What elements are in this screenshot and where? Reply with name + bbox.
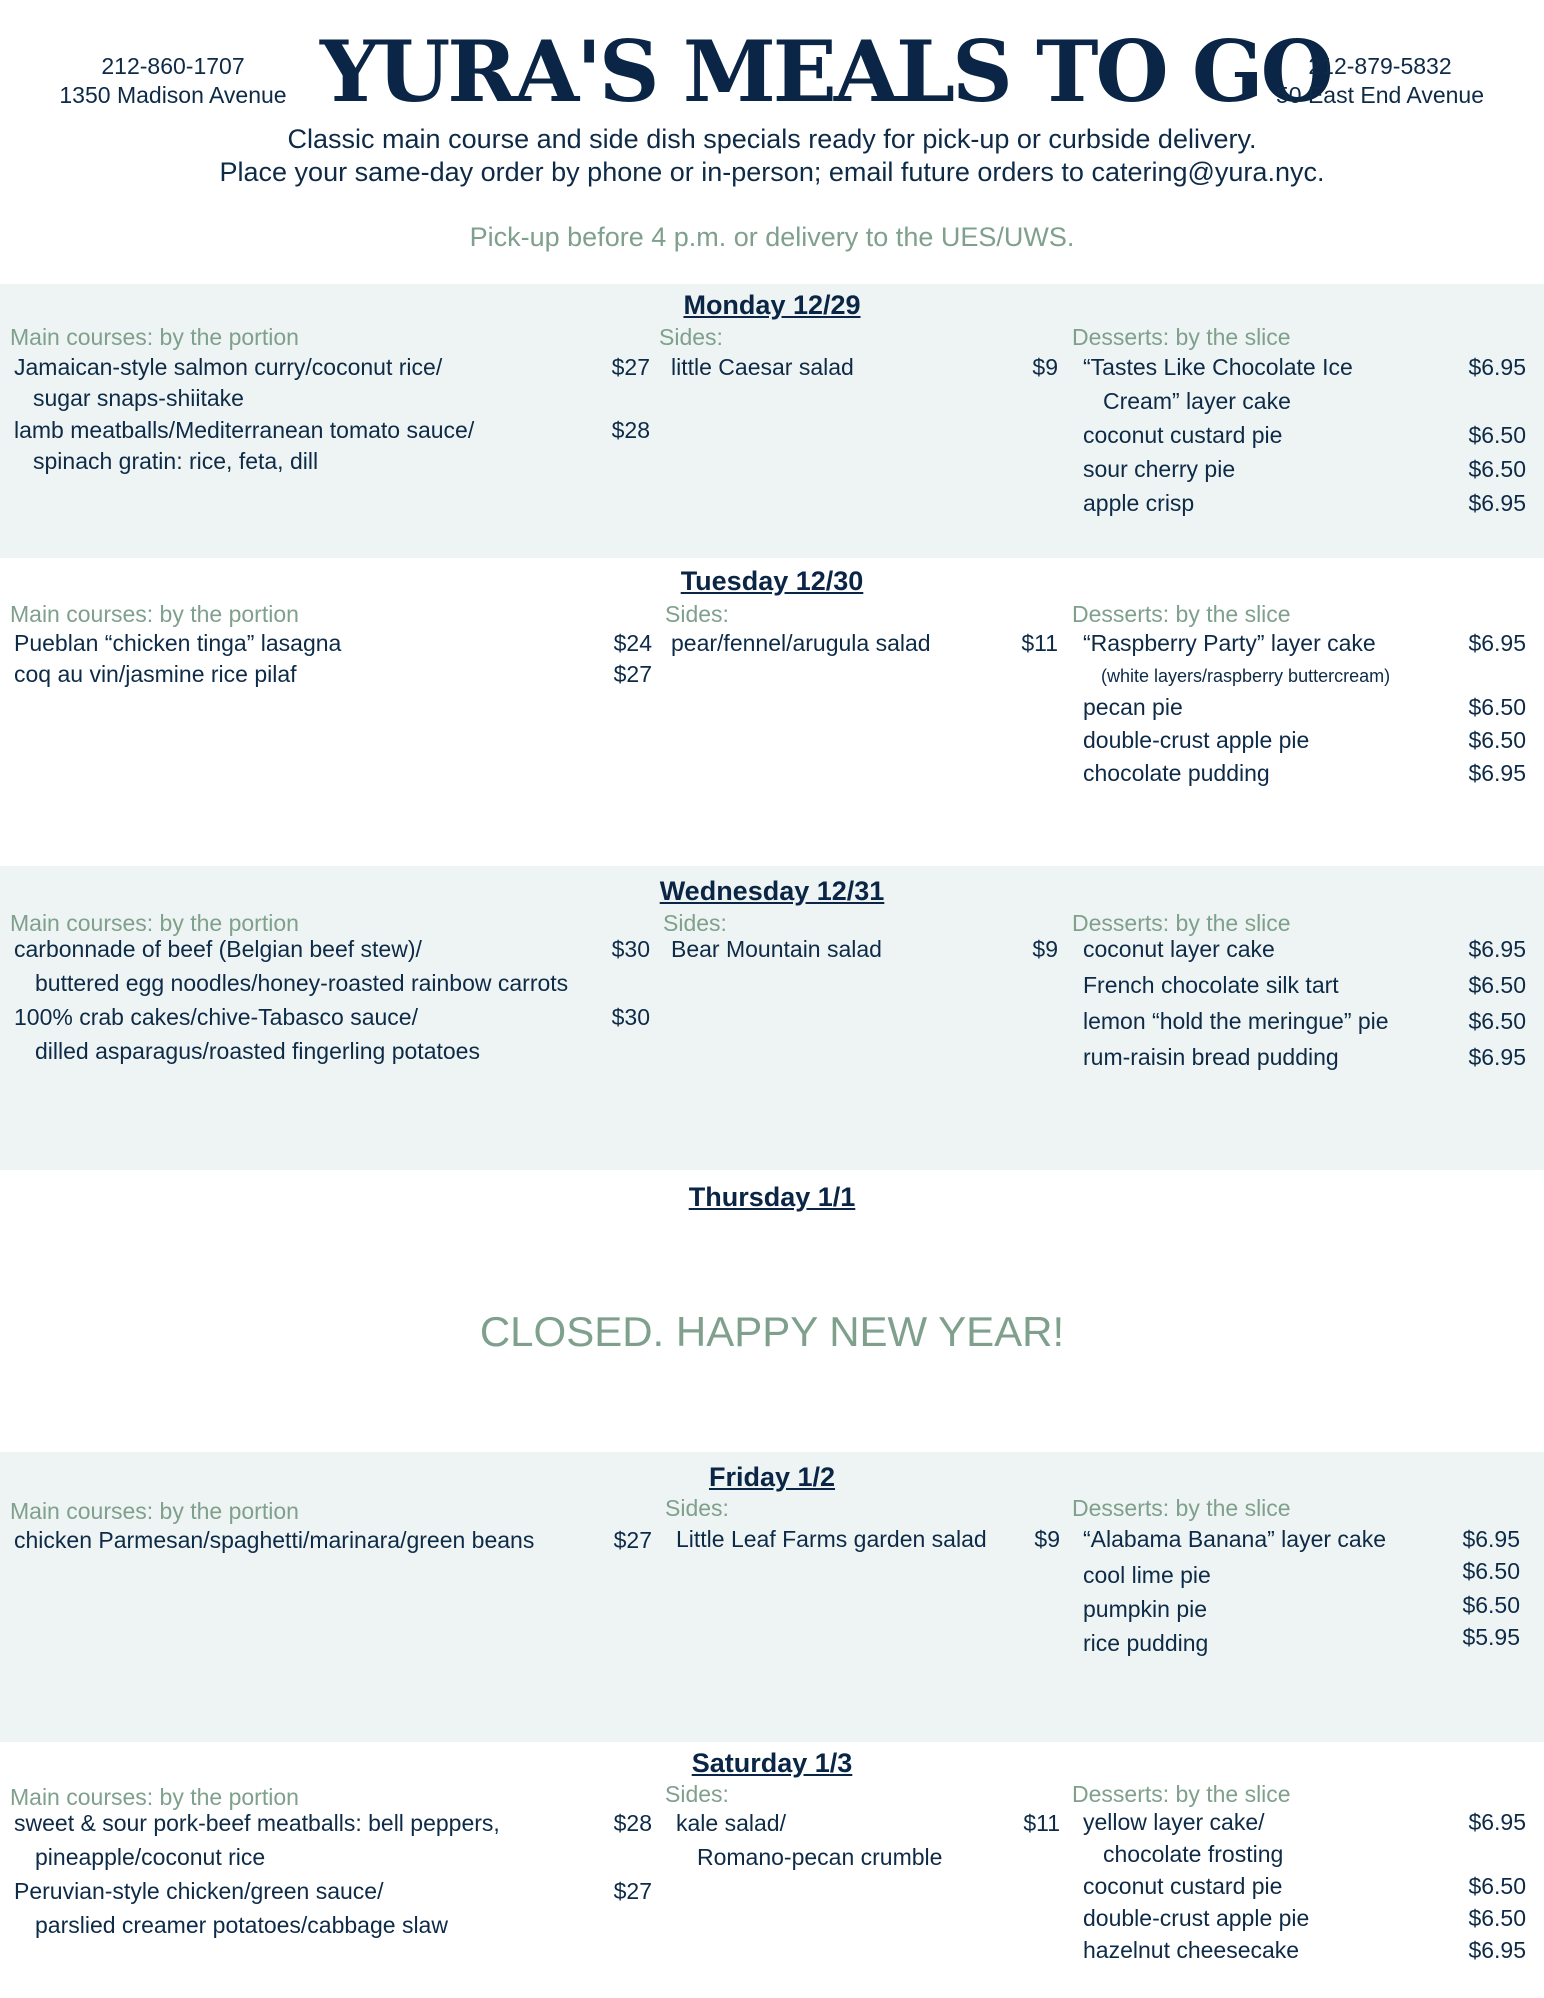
dessert-item-name: “Tastes Like Chocolate Ice [1083,354,1353,380]
main-item-name: chicken Parmesan/spaghetti/marinara/green beans [14,1527,535,1553]
intro-line-1: Classic main course and side dish specials ready for pick-up or curbside delivery. [287,124,1257,154]
dessert-item-name: cool lime pie [1083,1562,1211,1588]
main-item-detail: pineapple/coconut rice [35,1844,266,1870]
desserts-label: Desserts: by the slice [1072,910,1291,936]
desserts-label: Desserts: by the slice [1072,324,1291,350]
main-item-price: $30 [611,936,650,962]
intro-line-2: Place your same-day order by phone or in-person; email future orders to catering@yura.nyc. [219,157,1325,187]
side-item-price: $9 [1032,936,1058,962]
main-item-name: 100% crab cakes/chive-Tabasco sauce/ [14,1004,418,1030]
desserts-label: Desserts: by the slice [1072,1495,1291,1521]
dessert-item-price: $6.95 [1468,936,1526,962]
main-item-detail: parslied creamer potatoes/cabbage slaw [35,1912,448,1938]
restaurant-title: YURA'S MEALS TO GO [320,22,1331,121]
day-heading: Tuesday 12/30 [680,566,864,596]
dessert-item-price: $6.50 [1468,456,1526,482]
left-address: 1350 Madison Avenue [59,82,287,108]
dessert-item-price: $6.95 [1468,1044,1526,1070]
dessert-item-price: $6.95 [1468,1809,1526,1835]
main-item-price: $27 [613,1527,652,1553]
dessert-item-name: double-crust apple pie [1083,727,1310,753]
dessert-item-price: $6.50 [1468,1873,1526,1899]
dessert-item-name: coconut custard pie [1083,1873,1283,1899]
dessert-item-price: $6.50 [1468,422,1526,448]
side-item-price: $9 [1034,1526,1060,1552]
main-item-price: $24 [613,630,652,656]
main-item-price: $30 [611,1004,650,1030]
dessert-item-price: $6.95 [1468,1937,1526,1963]
day-heading: Wednesday 12/31 [659,876,885,906]
day-heading: Friday 1/2 [708,1462,836,1492]
dessert-item-price: $6.50 [1468,694,1526,720]
side-item-price: $11 [1023,1810,1060,1836]
main-item-detail: spinach gratin: rice, feta, dill [33,448,319,474]
side-item-name: Bear Mountain salad [671,936,882,962]
dessert-item-price: $6.95 [1468,490,1526,516]
mains-label: Main courses: by the portion [10,324,299,350]
day-section-friday [0,1452,1544,1742]
dessert-item-price: $6.50 [1462,1558,1520,1584]
dessert-item-name: coconut layer cake [1083,936,1275,962]
dessert-item-name: hazelnut cheesecake [1083,1937,1300,1963]
side-item-name: pear/fennel/arugula salad [671,630,931,656]
mains-label: Main courses: by the portion [10,1784,299,1810]
right-phone: 212-879-5832 [1308,53,1452,79]
closed-notice: CLOSED. HAPPY NEW YEAR! [479,1308,1065,1355]
dessert-item-detail: chocolate frosting [1103,1841,1284,1867]
right-contact [1255,52,1505,110]
sides-label: Sides: [665,601,729,627]
dessert-item-name: rice pudding [1083,1630,1209,1656]
main-item-name: Peruvian-style chicken/green sauce/ [14,1878,384,1904]
day-section-wednesday [0,866,1544,1170]
side-item-name: Little Leaf Farms garden salad [676,1526,987,1552]
mains-label: Main courses: by the portion [10,1498,299,1524]
main-item-name: carbonnade of beef (Belgian beef stew)/ [14,936,422,962]
main-item-price: $27 [613,661,652,687]
dessert-item-price: $5.95 [1462,1624,1520,1650]
sides-label: Sides: [663,910,727,936]
dessert-item-name: French chocolate silk tart [1083,972,1339,998]
main-item-price: $27 [611,354,650,380]
day-heading: Saturday 1/3 [691,1748,853,1778]
side-item-price: $11 [1021,630,1058,656]
sides-label: Sides: [665,1781,729,1807]
dessert-item-name: apple crisp [1083,490,1195,516]
left-contact [48,52,298,110]
dessert-item-name: double-crust apple pie [1083,1905,1310,1931]
main-item-price: $28 [613,1810,652,1836]
day-section-tuesday [0,558,1544,866]
main-item-price: $28 [611,417,650,443]
day-section-thursday [0,1170,1544,1452]
dessert-item-name: chocolate pudding [1083,760,1270,786]
day-section-saturday [0,1742,1544,1998]
dessert-item-price: $6.50 [1468,972,1526,998]
dessert-item-price: $6.95 [1462,1526,1520,1552]
dessert-item-name: sour cherry pie [1083,456,1236,482]
dessert-item-name: lemon “hold the meringue” pie [1083,1008,1389,1034]
sides-label: Sides: [659,324,723,350]
main-item-name: sweet & sour pork-beef meatballs: bell peppers, [14,1810,500,1836]
main-item-name: Pueblan “chicken tinga” lasagna [14,630,342,656]
dessert-item-price: $6.50 [1468,727,1526,753]
main-item-name: lamb meatballs/Mediterranean tomato sauce/ [14,417,475,443]
dessert-item-name: pecan pie [1083,694,1183,720]
pickup-note: Pick-up before 4 p.m. or delivery to the UES/UWS. [469,222,1075,252]
main-item-detail: sugar snaps-shiitake [33,385,244,411]
sides-label: Sides: [665,1495,729,1521]
day-heading: Thursday 1/1 [688,1182,856,1212]
dessert-item-name: coconut custard pie [1083,422,1283,448]
side-item-name: kale salad/ [676,1810,786,1836]
left-phone: 212-860-1707 [101,53,245,79]
dessert-item-name: rum-raisin bread pudding [1083,1044,1339,1070]
dessert-item-price: $6.95 [1468,354,1526,380]
mains-label: Main courses: by the portion [10,910,299,936]
dessert-item-detail: (white layers/raspberry buttercream) [1101,666,1391,686]
mains-label: Main courses: by the portion [10,601,299,627]
dessert-item-name: pumpkin pie [1083,1596,1208,1622]
dessert-item-price: $6.95 [1468,630,1526,656]
desserts-label: Desserts: by the slice [1072,1781,1291,1807]
main-item-price: $27 [613,1878,652,1904]
day-heading: Monday 12/29 [683,290,861,320]
dessert-item-name: “Raspberry Party” layer cake [1083,630,1376,656]
day-section-monday [0,284,1544,558]
dessert-item-price: $6.50 [1462,1592,1520,1618]
dessert-item-name: yellow layer cake/ [1083,1809,1265,1835]
right-address: 50 East End Avenue [1275,82,1485,108]
dessert-item-name: “Alabama Banana” layer cake [1083,1526,1386,1552]
main-item-name: coq au vin/jasmine rice pilaf [14,661,297,687]
main-item-detail: buttered egg noodles/honey-roasted rainbow carrots [35,970,569,996]
dessert-item-price: $6.50 [1468,1905,1526,1931]
dessert-item-price: $6.50 [1468,1008,1526,1034]
desserts-label: Desserts: by the slice [1072,601,1291,627]
side-item-name: little Caesar salad [671,354,854,380]
side-item-detail: Romano-pecan crumble [697,1844,943,1870]
dessert-item-detail: Cream” layer cake [1103,388,1291,414]
main-item-detail: dilled asparagus/roasted fingerling potatoes [35,1038,480,1064]
main-item-name: Jamaican-style salmon curry/coconut rice/ [14,354,443,380]
side-item-price: $9 [1032,354,1058,380]
dessert-item-price: $6.95 [1468,760,1526,786]
